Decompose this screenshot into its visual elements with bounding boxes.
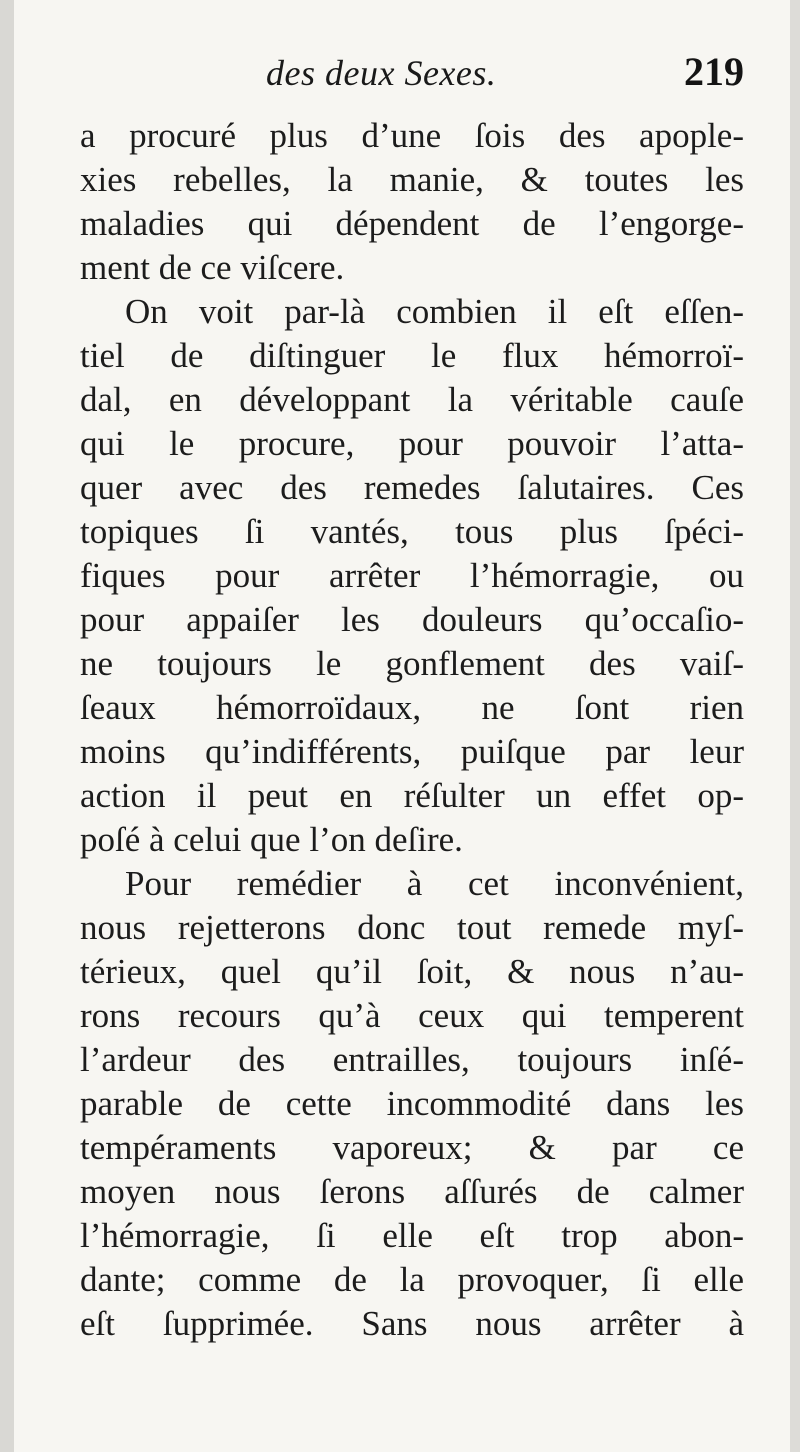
text-line: dante; comme de la provoquer, ſi elle bbox=[80, 1260, 744, 1299]
text-line: a procuré plus d’une ſois des apople- bbox=[80, 116, 744, 155]
text-line: nous rejetterons donc tout remede myſ- bbox=[80, 908, 744, 947]
body-text bbox=[80, 114, 744, 1346]
text-line: parable de cette incommodité dans les bbox=[80, 1084, 744, 1123]
text-line: dal, en développant la véritable cauſe bbox=[80, 380, 744, 419]
text-line: qui le procure, pour pouvoir l’atta- bbox=[80, 424, 744, 463]
text-line: poſé à celui que l’on deſire. bbox=[80, 820, 463, 859]
text-line: topiques ſi vantés, tous plus ſpéci- bbox=[80, 512, 744, 551]
text-line: ment de ce viſcere. bbox=[80, 248, 345, 287]
running-title: des deux Sexes. bbox=[266, 53, 497, 93]
text-line: moyen nous ſerons aſſurés de calmer bbox=[80, 1172, 744, 1211]
text-line: pour appaiſer les douleurs qu’occaſio- bbox=[80, 600, 744, 639]
text-line: tiel de diſtinguer le flux hémorroï- bbox=[80, 336, 744, 375]
text-line: térieux, quel qu’il ſoit, & nous n’au- bbox=[80, 952, 744, 991]
text-line: maladies qui dépendent de l’engorge- bbox=[80, 204, 744, 243]
text-line: l’hémorragie, ſi elle eſt trop abon- bbox=[80, 1216, 744, 1255]
text-line: fiques pour arrêter l’hémorragie, ou bbox=[80, 556, 744, 595]
text-line: quer avec des remedes ſalutaires. Ces bbox=[80, 468, 744, 507]
text-line: rons recours qu’à ceux qui temperent bbox=[80, 996, 744, 1035]
page-number: 219 bbox=[684, 49, 744, 94]
text-line: xies rebelles, la manie, & toutes les bbox=[80, 160, 744, 199]
text-line: Pour remédier à cet inconvénient, bbox=[125, 864, 744, 903]
text-line: eſt ſupprimée. Sans nous arrêter à bbox=[80, 1304, 744, 1343]
text-line: On voit par-là combien il eſt eſſen- bbox=[125, 292, 744, 331]
text-line: ne toujours le gonflement des vaiſ- bbox=[80, 644, 744, 683]
text-line: moins qu’indifférents, puiſque par leur bbox=[80, 732, 744, 771]
text-line: tempéraments vaporeux; & par ce bbox=[80, 1128, 744, 1167]
text-line: ſeaux hémorroïdaux, ne ſont rien bbox=[80, 688, 744, 727]
text-line: action il peut en réſulter un effet op- bbox=[80, 776, 744, 815]
running-head bbox=[80, 48, 744, 104]
text-line: l’ardeur des entrailles, toujours inſé- bbox=[80, 1040, 744, 1079]
